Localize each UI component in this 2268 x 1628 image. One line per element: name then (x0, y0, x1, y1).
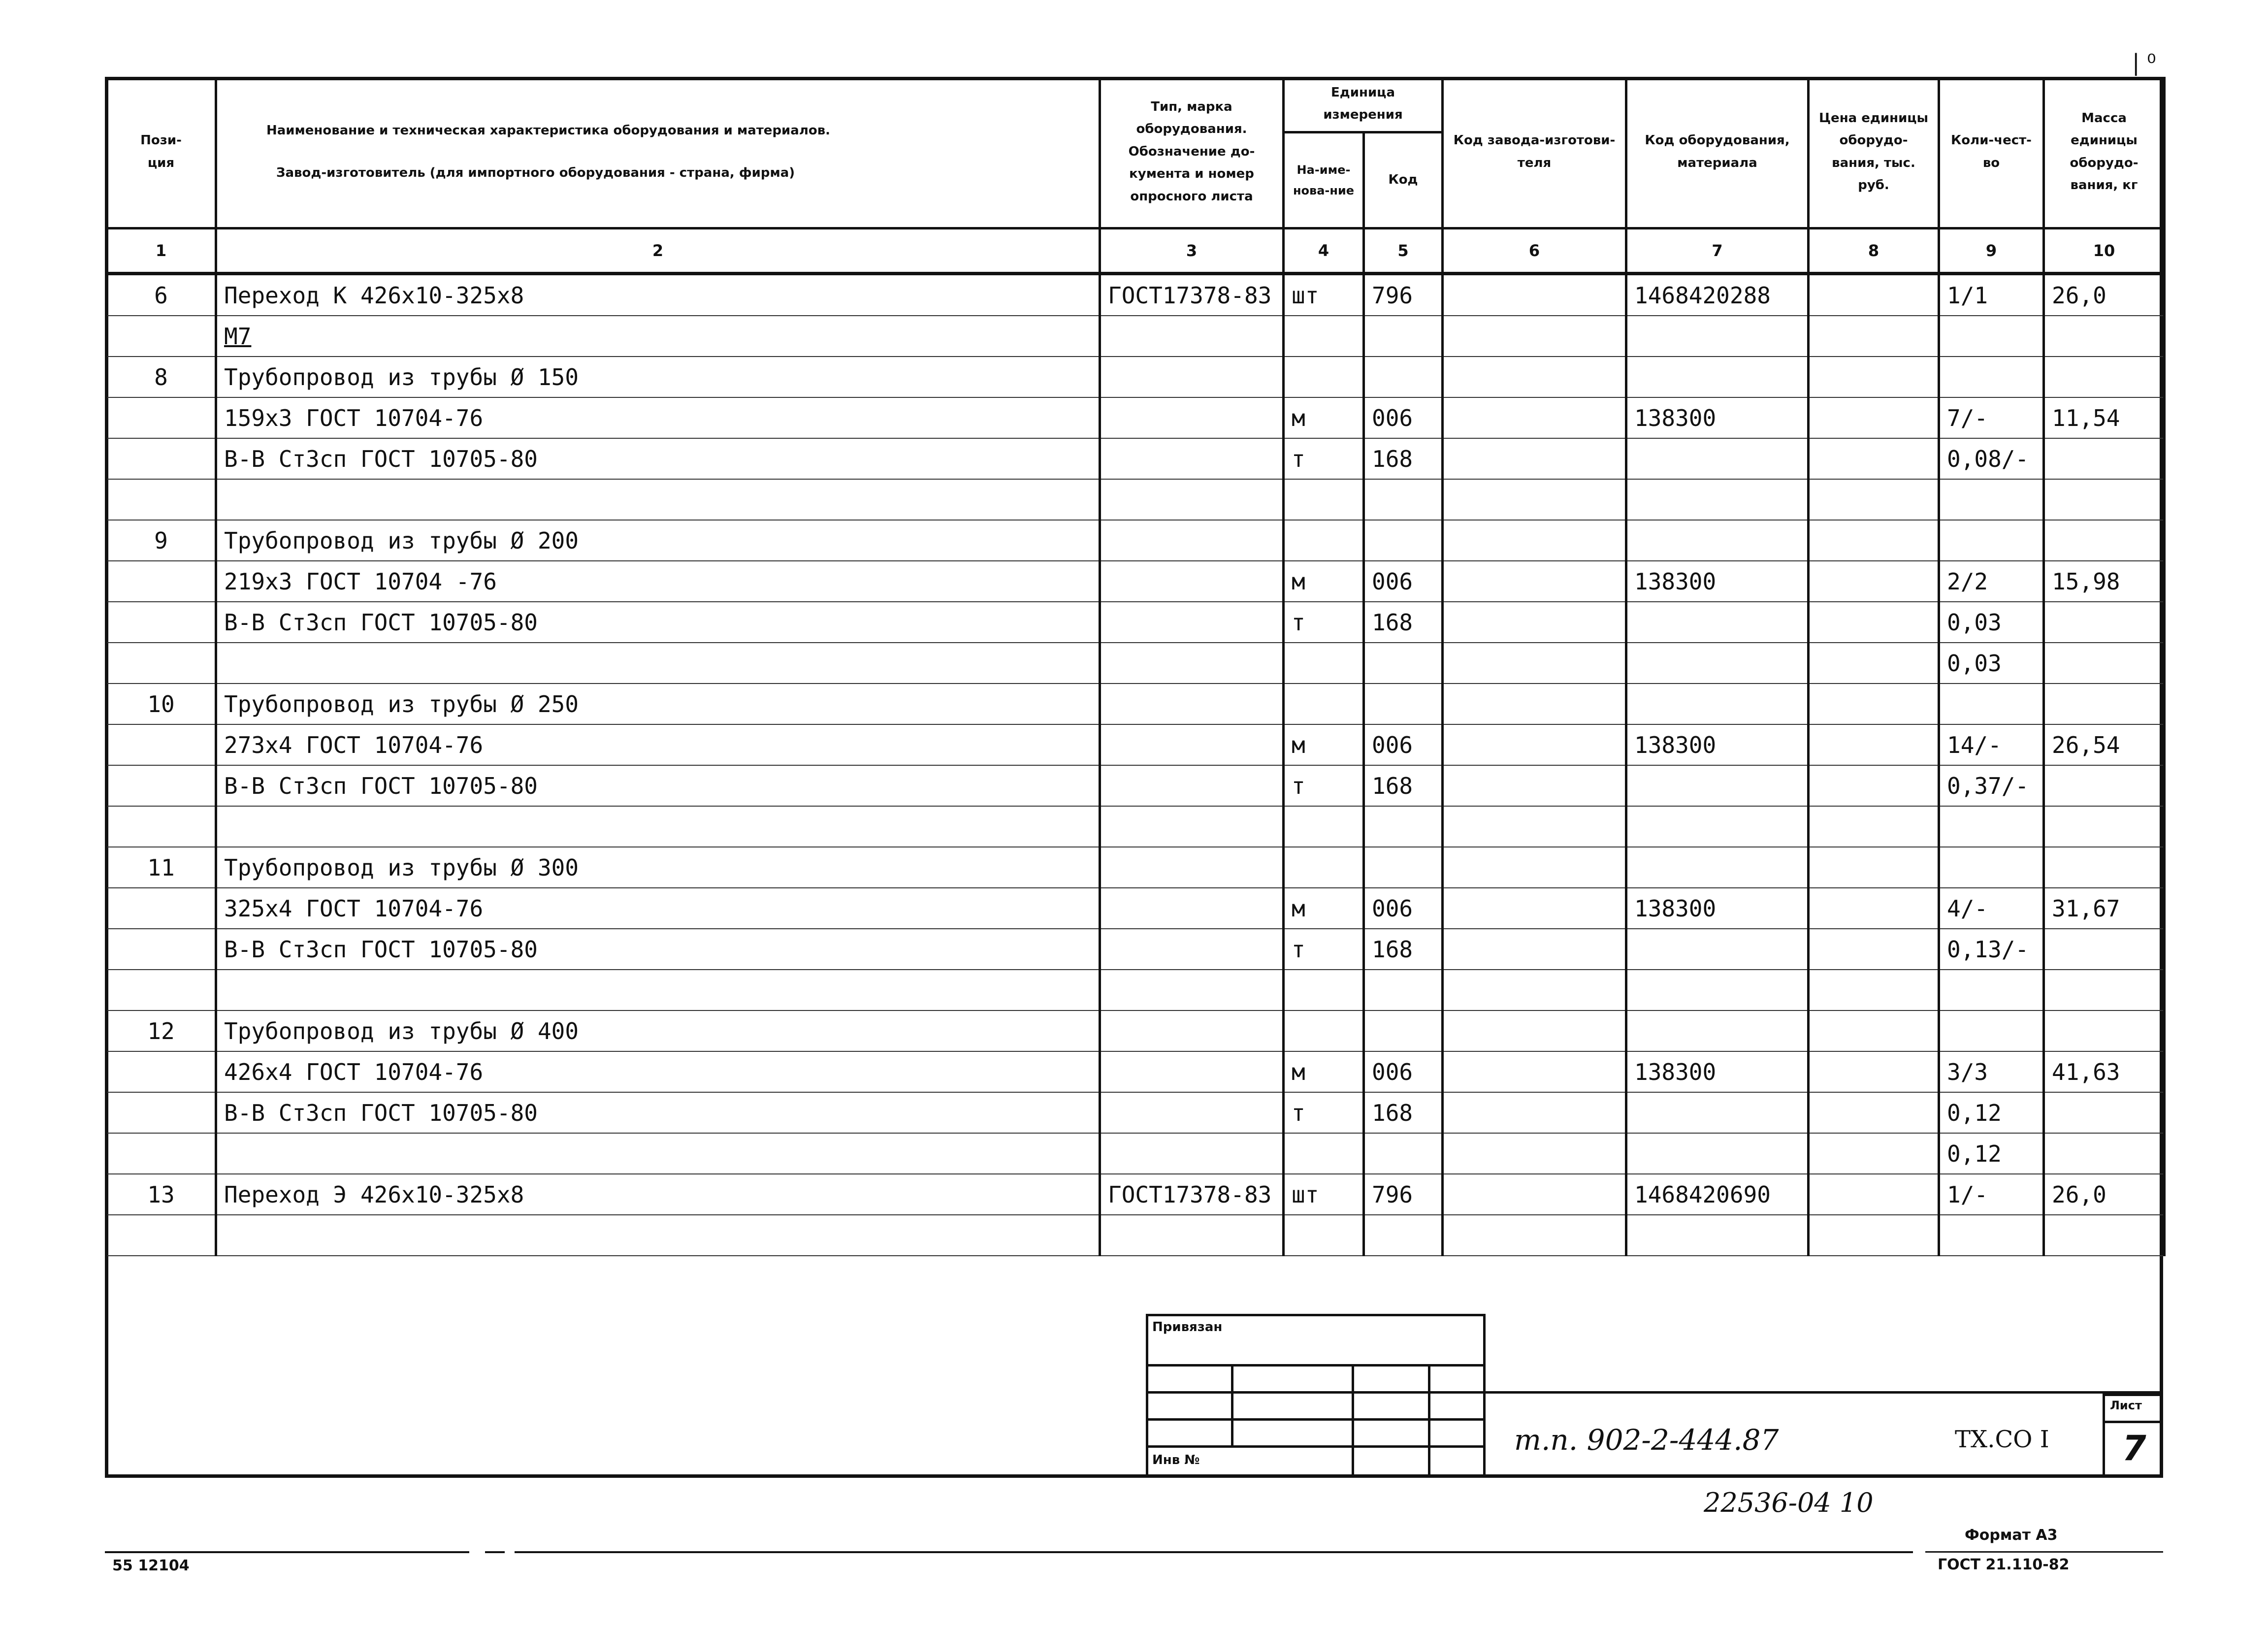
cell-col-9 (1939, 1010, 2044, 1051)
cell-col-8 (1809, 397, 1939, 438)
cell-col-7 (1626, 602, 1809, 643)
cell-col-5: 168 (1364, 1092, 1443, 1133)
cell-col-5 (1364, 520, 1443, 561)
cell-col-3 (1100, 1092, 1284, 1133)
cell-col-9: 1/- (1939, 1174, 2044, 1215)
cell-col-4: м (1284, 1051, 1364, 1092)
cell-col-10 (2044, 970, 2165, 1010)
header-unit: Единица измерения (1284, 77, 1443, 132)
cell-col-2: Трубопровод из трубы Ø 250 (216, 684, 1100, 724)
table-row (106, 316, 2165, 357)
table-row (106, 602, 2165, 643)
cell-col-6 (1443, 561, 1626, 602)
cell-col-9: 0,37/- (1939, 765, 2044, 806)
table-row (106, 520, 2165, 561)
cell-col-10 (2044, 602, 2165, 643)
table-row (106, 1174, 2165, 1215)
cell-col-6 (1443, 274, 1626, 316)
cell-col-7 (1626, 1215, 1809, 1256)
table-row (106, 561, 2165, 602)
sheet-number: 7 (2122, 1428, 2146, 1468)
cell-col-5 (1364, 1133, 1443, 1174)
cell-col-8 (1809, 561, 1939, 602)
cell-col-7: 138300 (1626, 724, 1809, 765)
gost-footer: ГОСТ 21.110-82 (1938, 1556, 2070, 1573)
column-number-5: 5 (1364, 228, 1443, 274)
page-mark: | ⁰ (2132, 49, 2156, 76)
cell-col-4: м (1284, 397, 1364, 438)
cell-col-8 (1809, 888, 1939, 929)
cell-col-5 (1364, 479, 1443, 520)
cell-col-8 (1809, 684, 1939, 724)
cell-col-2: В-В Ст3сп ГОСТ 10705-80 (216, 765, 1100, 806)
cell-col-3 (1100, 643, 1284, 684)
left-code: 55 12104 (112, 1557, 190, 1574)
cell-col-1: 6 (106, 274, 216, 316)
cell-col-10: 26,0 (2044, 1174, 2165, 1215)
cell-col-6 (1443, 397, 1626, 438)
cell-col-2: 325х4 ГОСТ 10704-76 (216, 888, 1100, 929)
column-number-2: 2 (216, 228, 1100, 274)
cell-col-5: 006 (1364, 1051, 1443, 1092)
cell-col-8 (1809, 274, 1939, 316)
cell-col-9 (1939, 847, 2044, 888)
cell-col-3 (1100, 1051, 1284, 1092)
cell-col-9 (1939, 479, 2044, 520)
column-number-9: 9 (1939, 228, 2044, 274)
cell-col-8 (1809, 970, 1939, 1010)
cell-col-3 (1100, 316, 1284, 357)
column-number-6: 6 (1443, 228, 1626, 274)
cell-col-1: 12 (106, 1010, 216, 1051)
cell-col-8 (1809, 724, 1939, 765)
cell-col-8 (1809, 1051, 1939, 1092)
cell-col-4: м (1284, 888, 1364, 929)
cell-col-3 (1100, 765, 1284, 806)
cell-col-8 (1809, 357, 1939, 397)
cell-col-3 (1100, 929, 1284, 970)
cell-col-10 (2044, 806, 2165, 847)
table-row (106, 438, 2165, 479)
table-row (106, 929, 2165, 970)
cell-col-10: 26,0 (2044, 274, 2165, 316)
cell-col-5: 168 (1364, 929, 1443, 970)
cell-col-9: 0,08/- (1939, 438, 2044, 479)
cell-col-7 (1626, 847, 1809, 888)
cell-col-6 (1443, 1092, 1626, 1133)
cell-col-10 (2044, 1092, 2165, 1133)
cell-col-7: 138300 (1626, 397, 1809, 438)
cell-col-6 (1443, 929, 1626, 970)
cell-col-2: Переход К 426х10-325х8 (216, 274, 1100, 316)
cell-col-9 (1939, 806, 2044, 847)
cell-col-10: 11,54 (2044, 397, 2165, 438)
cell-col-7: 138300 (1626, 1051, 1809, 1092)
format-label: Формат А3 (1965, 1527, 2058, 1544)
header-unit-code: Код (1364, 132, 1443, 228)
cell-col-5: 168 (1364, 765, 1443, 806)
cell-col-1 (106, 438, 216, 479)
cell-col-2 (216, 1215, 1100, 1256)
cell-col-5 (1364, 684, 1443, 724)
cell-col-2: В-В Ст3сп ГОСТ 10705-80 (216, 438, 1100, 479)
column-number-4: 4 (1284, 228, 1364, 274)
cell-col-9: 4/- (1939, 888, 2044, 929)
cell-col-7 (1626, 806, 1809, 847)
header-name-line2: Завод-изготовитель (для импортного оборудования - страна, фирма) (276, 165, 795, 180)
cell-col-4: т (1284, 1092, 1364, 1133)
cell-col-9: 1/1 (1939, 274, 2044, 316)
cell-col-1 (106, 561, 216, 602)
cell-col-4 (1284, 643, 1364, 684)
cell-col-2: Трубопровод из трубы Ø 150 (216, 357, 1100, 397)
cell-col-7 (1626, 643, 1809, 684)
cell-col-9: 0,12 (1939, 1092, 2044, 1133)
cell-col-8 (1809, 1174, 1939, 1215)
cell-col-1 (106, 397, 216, 438)
cell-col-10 (2044, 847, 2165, 888)
cell-col-6 (1443, 1174, 1626, 1215)
cell-col-4 (1284, 1133, 1364, 1174)
cell-col-9: 0,13/- (1939, 929, 2044, 970)
header-type: Тип, марка оборудования. Обозначение до-кумента и номер опросного листа (1100, 77, 1284, 228)
cell-col-1 (106, 1092, 216, 1133)
cell-col-9: 0,12 (1939, 1133, 2044, 1174)
table-row (106, 479, 2165, 520)
cell-col-1: 11 (106, 847, 216, 888)
cell-col-4: м (1284, 724, 1364, 765)
document-code: ТХ.СО I (1955, 1426, 2049, 1453)
cell-col-3 (1100, 1215, 1284, 1256)
cell-col-10 (2044, 684, 2165, 724)
cell-col-7 (1626, 929, 1809, 970)
cell-col-1 (106, 602, 216, 643)
cell-col-5: 796 (1364, 1174, 1443, 1215)
cell-col-7 (1626, 684, 1809, 724)
cell-col-4 (1284, 970, 1364, 1010)
table-row (106, 1010, 2165, 1051)
cell-col-6 (1443, 684, 1626, 724)
cell-col-7 (1626, 1010, 1809, 1051)
cell-col-8 (1809, 806, 1939, 847)
cell-col-2: Трубопровод из трубы Ø 200 (216, 520, 1100, 561)
cell-col-7 (1626, 765, 1809, 806)
cell-col-2 (216, 806, 1100, 847)
cell-col-5: 168 (1364, 438, 1443, 479)
cell-col-4 (1284, 847, 1364, 888)
header-quantity: Коли-чест-во (1939, 77, 2044, 228)
cell-col-7 (1626, 357, 1809, 397)
cell-col-9: 0,03 (1939, 602, 2044, 643)
table-row (106, 1133, 2165, 1174)
header-unit-name: На-име-нова-ние (1284, 132, 1364, 228)
cell-col-5 (1364, 1010, 1443, 1051)
cell-col-8 (1809, 602, 1939, 643)
cell-col-8 (1809, 765, 1939, 806)
cell-col-7 (1626, 1133, 1809, 1174)
table-row (106, 765, 2165, 806)
cell-col-4 (1284, 316, 1364, 357)
cell-col-5: 796 (1364, 274, 1443, 316)
cell-col-2: 426х4 ГОСТ 10704-76 (216, 1051, 1100, 1092)
cell-col-6 (1443, 1133, 1626, 1174)
cell-col-6 (1443, 438, 1626, 479)
cell-col-9 (1939, 970, 2044, 1010)
table-row (106, 274, 2165, 316)
cell-col-5 (1364, 643, 1443, 684)
cell-col-5 (1364, 357, 1443, 397)
cell-col-8 (1809, 643, 1939, 684)
cell-col-10: 15,98 (2044, 561, 2165, 602)
header-equipment-code: Код оборудования, материала (1626, 77, 1809, 228)
cell-col-10 (2044, 1215, 2165, 1256)
cell-col-1 (106, 929, 216, 970)
cell-col-3 (1100, 561, 1284, 602)
project-number: т.п. 902-2-444.87 (1514, 1423, 1779, 1457)
cell-col-2: Трубопровод из трубы Ø 400 (216, 1010, 1100, 1051)
table-row (106, 1051, 2165, 1092)
sheet-label: Лист (2110, 1399, 2142, 1412)
cell-col-6 (1443, 1215, 1626, 1256)
cell-col-1 (106, 1133, 216, 1174)
table-row (106, 888, 2165, 929)
cell-col-1 (106, 479, 216, 520)
cell-col-10 (2044, 643, 2165, 684)
table-row (106, 1215, 2165, 1256)
cell-col-10 (2044, 479, 2165, 520)
cell-col-6 (1443, 1010, 1626, 1051)
cell-col-7: 1468420690 (1626, 1174, 1809, 1215)
cell-col-5: 006 (1364, 724, 1443, 765)
cell-col-6 (1443, 643, 1626, 684)
binding-label: Привязан (1152, 1320, 1223, 1335)
cell-col-6 (1443, 724, 1626, 765)
cell-col-9 (1939, 316, 2044, 357)
cell-col-4: шт (1284, 274, 1364, 316)
cell-col-1 (106, 765, 216, 806)
cell-col-4: т (1284, 765, 1364, 806)
column-number-10: 10 (2044, 228, 2165, 274)
cell-col-1 (106, 1051, 216, 1092)
cell-col-9 (1939, 1215, 2044, 1256)
cell-col-8 (1809, 520, 1939, 561)
cell-col-3 (1100, 1010, 1284, 1051)
cell-col-2: 159х3 ГОСТ 10704-76 (216, 397, 1100, 438)
cell-col-5 (1364, 1215, 1443, 1256)
cell-col-6 (1443, 765, 1626, 806)
cell-col-4: м (1284, 561, 1364, 602)
table-row (106, 1092, 2165, 1133)
cell-col-6 (1443, 970, 1626, 1010)
cell-col-10 (2044, 438, 2165, 479)
cell-col-1: 9 (106, 520, 216, 561)
cell-col-9 (1939, 357, 2044, 397)
cell-col-8 (1809, 438, 1939, 479)
cell-col-8 (1809, 479, 1939, 520)
cell-col-3 (1100, 724, 1284, 765)
cell-col-10: 31,67 (2044, 888, 2165, 929)
column-number-3: 3 (1100, 228, 1284, 274)
cell-col-1 (106, 970, 216, 1010)
cell-col-9: 3/3 (1939, 1051, 2044, 1092)
cell-col-1 (106, 1215, 216, 1256)
cell-col-10 (2044, 765, 2165, 806)
cell-col-7 (1626, 479, 1809, 520)
header-mass: Масса единицы оборудо-вания, кг (2044, 77, 2165, 228)
cell-col-2 (216, 1133, 1100, 1174)
cell-col-10 (2044, 357, 2165, 397)
cell-col-10 (2044, 520, 2165, 561)
cell-col-9 (1939, 520, 2044, 561)
table-row (106, 397, 2165, 438)
cell-col-9: 7/- (1939, 397, 2044, 438)
cell-col-4: т (1284, 438, 1364, 479)
inventory-label: Инв № (1152, 1453, 1200, 1467)
cell-col-4 (1284, 684, 1364, 724)
cell-col-4 (1284, 479, 1364, 520)
table-row (106, 724, 2165, 765)
cell-col-2 (216, 479, 1100, 520)
cell-col-6 (1443, 847, 1626, 888)
cell-col-7 (1626, 438, 1809, 479)
cell-col-4 (1284, 357, 1364, 397)
cell-col-9: 14/- (1939, 724, 2044, 765)
cell-col-9: 2/2 (1939, 561, 2044, 602)
cell-col-2: Трубопровод из трубы Ø 300 (216, 847, 1100, 888)
cell-col-4: т (1284, 602, 1364, 643)
cell-col-3 (1100, 397, 1284, 438)
cell-col-1 (106, 724, 216, 765)
cell-col-3 (1100, 520, 1284, 561)
cell-col-1 (106, 643, 216, 684)
cell-col-3 (1100, 438, 1284, 479)
cell-col-7 (1626, 520, 1809, 561)
cell-col-2: М7 (216, 316, 1100, 357)
cell-col-2: В-В Ст3сп ГОСТ 10705-80 (216, 1092, 1100, 1133)
header-factory-code: Код завода-изготови-теля (1443, 77, 1626, 228)
cell-col-5 (1364, 316, 1443, 357)
cell-col-2 (216, 643, 1100, 684)
cell-col-4 (1284, 520, 1364, 561)
cell-col-1: 10 (106, 684, 216, 724)
cell-col-2: 273х4 ГОСТ 10704-76 (216, 724, 1100, 765)
cell-col-6 (1443, 316, 1626, 357)
cell-col-3 (1100, 1133, 1284, 1174)
cell-col-3: ГОСТ17378-83 (1100, 1174, 1284, 1215)
cell-col-5: 006 (1364, 397, 1443, 438)
cell-col-2: В-В Ст3сп ГОСТ 10705-80 (216, 602, 1100, 643)
cell-col-1 (106, 888, 216, 929)
cell-col-7 (1626, 316, 1809, 357)
cell-col-1 (106, 316, 216, 357)
cell-col-6 (1443, 888, 1626, 929)
cell-col-3 (1100, 684, 1284, 724)
cell-col-7: 138300 (1626, 888, 1809, 929)
column-number-7: 7 (1626, 228, 1809, 274)
cell-col-1: 13 (106, 1174, 216, 1215)
column-number-1: 1 (106, 228, 216, 274)
cell-col-5 (1364, 970, 1443, 1010)
cell-col-9: 0,03 (1939, 643, 2044, 684)
cell-col-3 (1100, 357, 1284, 397)
cell-col-3 (1100, 847, 1284, 888)
cell-col-10: 26,54 (2044, 724, 2165, 765)
cell-col-2: 219х3 ГОСТ 10704 -76 (216, 561, 1100, 602)
cell-col-5: 006 (1364, 888, 1443, 929)
table-row (106, 806, 2165, 847)
cell-col-10 (2044, 1133, 2165, 1174)
header-price: Цена единицы оборудо-вания, тыс. руб. (1809, 77, 1939, 228)
cell-col-8 (1809, 316, 1939, 357)
table-row (106, 970, 2165, 1010)
cell-col-3 (1100, 479, 1284, 520)
cell-col-7 (1626, 1092, 1809, 1133)
cell-col-3 (1100, 888, 1284, 929)
cell-col-3 (1100, 602, 1284, 643)
header-name-line1: Наименование и техническая характеристика оборудования и материалов. (266, 123, 831, 138)
cell-col-6 (1443, 1051, 1626, 1092)
spec-table (105, 77, 2166, 1256)
cell-col-2: Переход Э 426х10-325х8 (216, 1174, 1100, 1215)
cell-col-1: 8 (106, 357, 216, 397)
cell-col-3 (1100, 806, 1284, 847)
header-name (216, 77, 1100, 228)
cell-col-6 (1443, 520, 1626, 561)
cell-col-6 (1443, 479, 1626, 520)
cell-col-10: 41,63 (2044, 1051, 2165, 1092)
cell-col-7 (1626, 970, 1809, 1010)
table-row (106, 643, 2165, 684)
cell-col-5 (1364, 847, 1443, 888)
table-row (106, 847, 2165, 888)
cell-col-10 (2044, 1010, 2165, 1051)
cell-col-6 (1443, 602, 1626, 643)
table-row (106, 357, 2165, 397)
cell-col-7: 138300 (1626, 561, 1809, 602)
cell-col-8 (1809, 1133, 1939, 1174)
cell-col-8 (1809, 1215, 1939, 1256)
cell-col-10 (2044, 316, 2165, 357)
cell-col-4 (1284, 1215, 1364, 1256)
table-row (106, 684, 2165, 724)
cell-col-8 (1809, 1092, 1939, 1133)
cell-col-9 (1939, 684, 2044, 724)
cell-col-2: В-В Ст3сп ГОСТ 10705-80 (216, 929, 1100, 970)
cell-col-5: 168 (1364, 602, 1443, 643)
cell-col-4: шт (1284, 1174, 1364, 1215)
cell-col-6 (1443, 357, 1626, 397)
cell-col-7: 1468420288 (1626, 274, 1809, 316)
cell-col-5 (1364, 806, 1443, 847)
header-position: Пози- ция (106, 77, 216, 228)
cell-col-4: т (1284, 929, 1364, 970)
cell-col-8 (1809, 1010, 1939, 1051)
cell-col-4 (1284, 1010, 1364, 1051)
cell-col-10 (2044, 929, 2165, 970)
cell-col-8 (1809, 847, 1939, 888)
column-number-8: 8 (1809, 228, 1939, 274)
cell-col-5: 006 (1364, 561, 1443, 602)
cell-col-4 (1284, 806, 1364, 847)
cell-col-3: ГОСТ17378-83 (1100, 274, 1284, 316)
archive-stamp: 22536-04 10 (1704, 1487, 1874, 1518)
cell-col-8 (1809, 929, 1939, 970)
cell-col-6 (1443, 806, 1626, 847)
cell-col-3 (1100, 970, 1284, 1010)
cell-col-1 (106, 806, 216, 847)
cell-col-2 (216, 970, 1100, 1010)
